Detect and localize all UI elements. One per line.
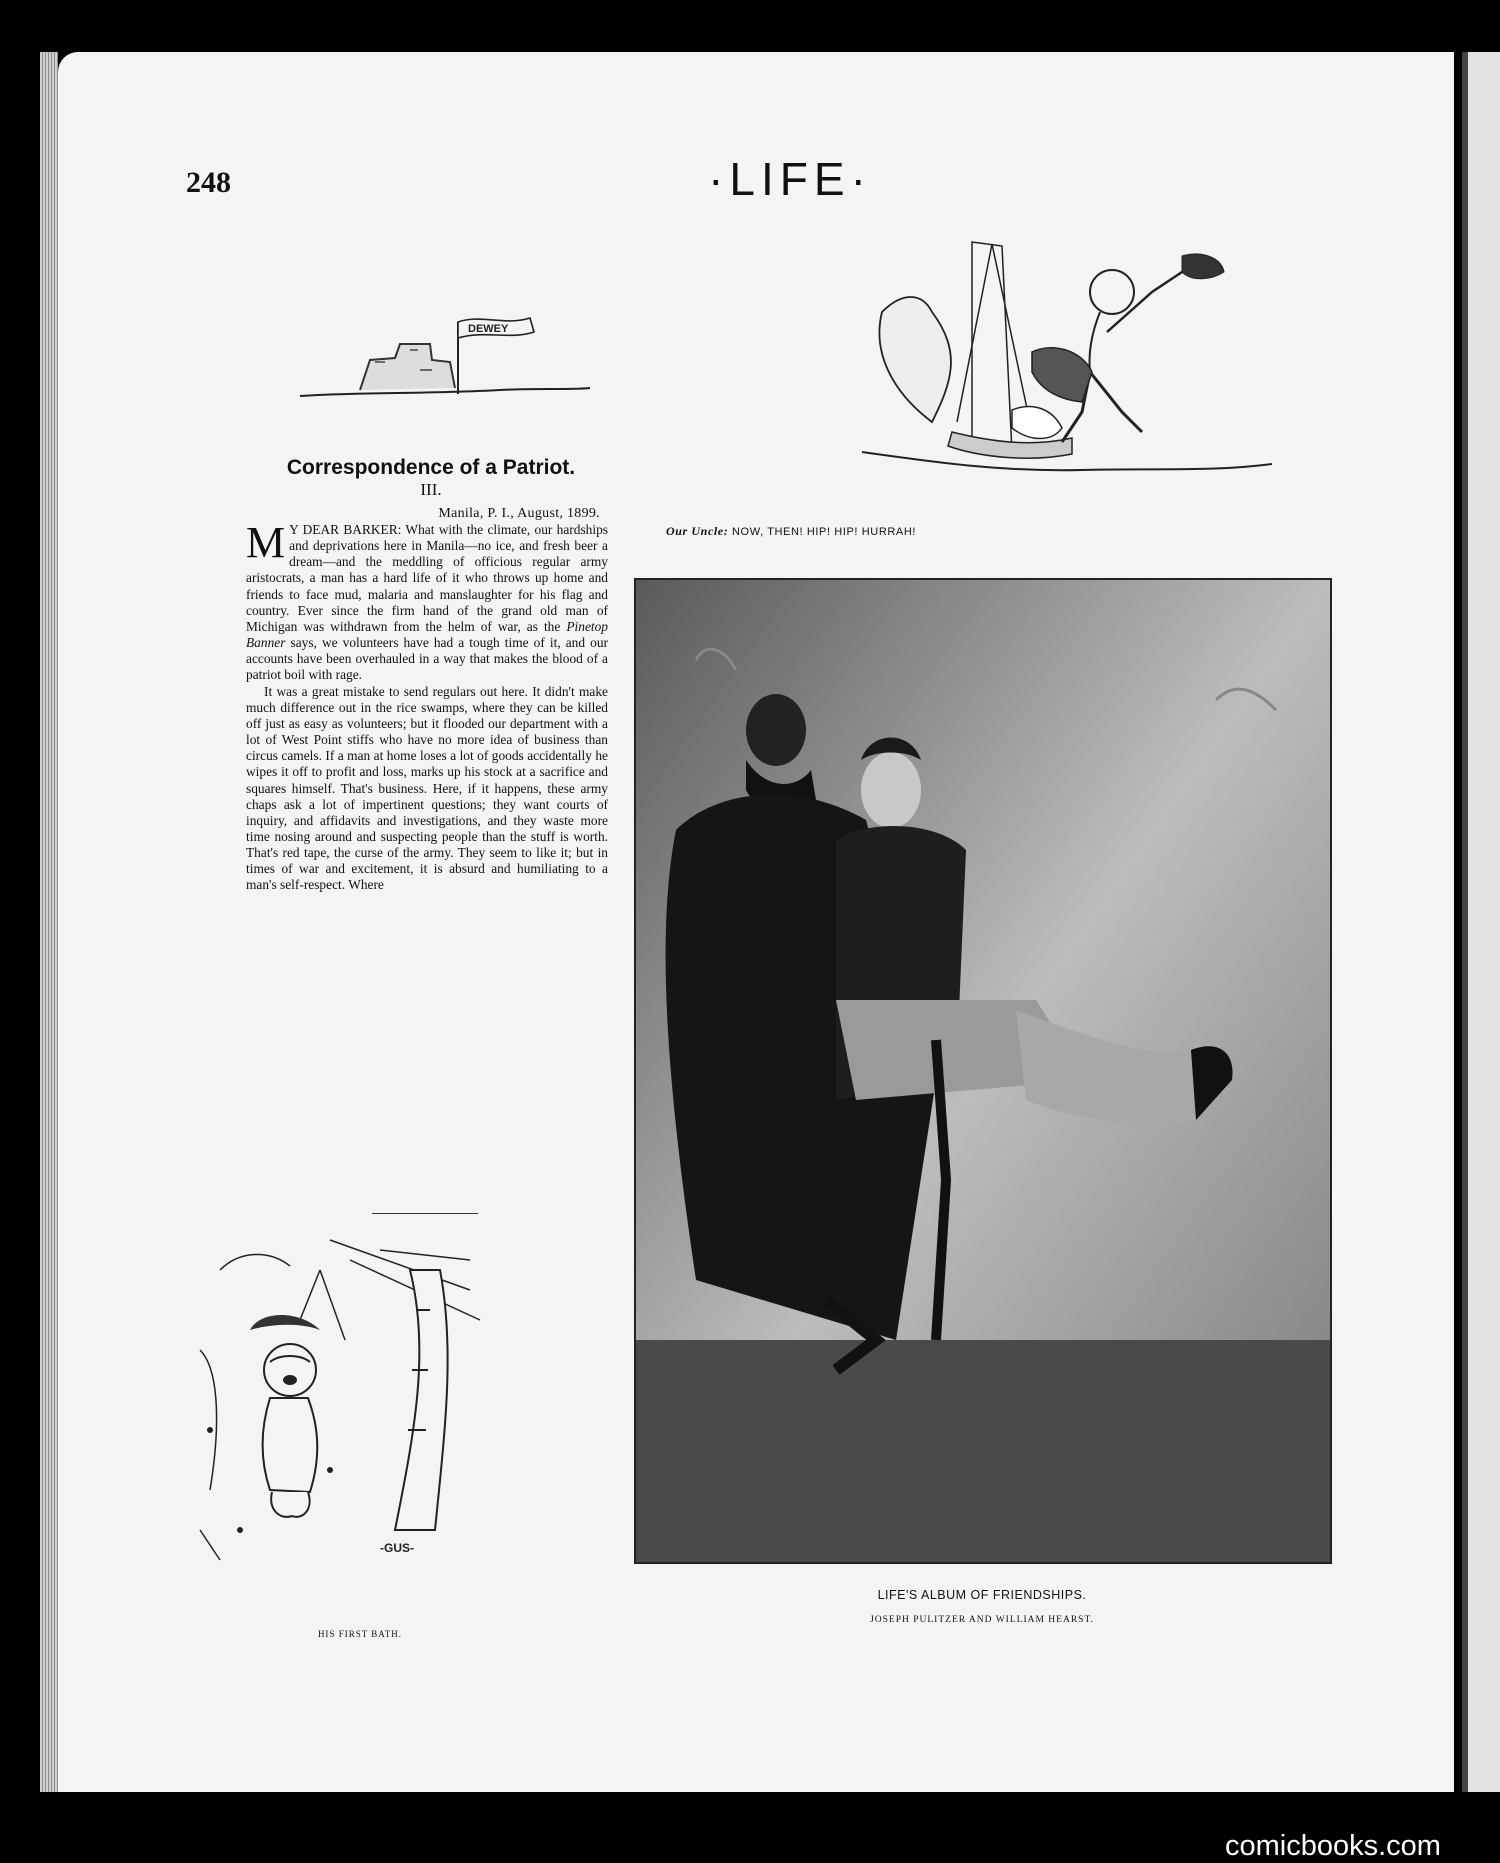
photo-subcaption: JOSEPH PULITZER AND WILLIAM HEARST. — [870, 1615, 1094, 1625]
page-number: 248 — [186, 166, 231, 199]
caption-text: NOW, THEN! HIP! HIP! HURRAH! — [732, 526, 917, 538]
drop-cap: M — [246, 518, 286, 567]
column-divider-rule — [372, 1213, 478, 1214]
his-first-bath-illustration — [180, 1230, 490, 1610]
site-watermark: comicbooks.com — [1225, 1830, 1441, 1862]
dewey-fort-illustration — [300, 300, 600, 410]
paragraph-1-italic: Pinetop Banner — [246, 618, 608, 651]
photo-caption: LIFE'S ALBUM OF FRIENDSHIPS. — [877, 1588, 1087, 1602]
article-title: Correspondence of a Patriot. — [286, 456, 576, 479]
article-body — [246, 518, 608, 894]
dewey-banner-text: DEWEY — [468, 323, 509, 335]
article-paragraph-2: It was a great mistake to send regulars out here. It didn't make much difference out in the rice swamps, where they can be killed off just as easy as volunteers; but it flooded our department with a lot of West Point stiffs who have no more idea of business than circus camels. If a man at home loses a lot of goods accidentally he wipes it off to profit and loss, marks up his stock at a sacrifice and squares himself. That's business. Here, if it happens, these army chaps ask a lot of impertinent questions; they want courts of inquiry, and affidavits and investigations, and they waste more time nosing around and suspecting people than the stuff is worth. That's red tape, the curse of the army. They seem to like it; but in times of war and excitement, it is absurd and humiliating to a man's self-respect. Where — [246, 683, 608, 893]
friendship-photograph — [634, 578, 1332, 1564]
masthead-title: ·LIFE· — [708, 153, 872, 205]
paragraph-1-lead: Y DEAR BARKER: What with the climate, our hardships and deprivations here in Manila—no ice, and fresh beer a dream—and the meddling of officious regular army aristocrats, a man has a hard life of it who throws up home and friends to face mud, malaria and manslaughter for his flag and country. Ever since the firm hand of the grand old man of Michigan was withdrawn from the helm of war, as the — [246, 522, 608, 634]
bath-cartoon-caption: HIS FIRST BATH. — [317, 1629, 403, 1639]
article-part-number: III. — [420, 480, 442, 499]
facing-page-edge — [1462, 52, 1500, 1792]
photograph-image — [636, 580, 1330, 1562]
article-dateline: Manila, P. I., August, 1899. — [438, 506, 600, 521]
article-paragraph-1 — [246, 518, 608, 684]
top-cartoon-caption — [666, 524, 916, 539]
caption-speaker: Our Uncle: — [666, 524, 729, 538]
artist-signature: -GUS- — [380, 1541, 414, 1555]
book-page-edges — [40, 52, 58, 1792]
uncle-sam-cartoon-illustration — [852, 232, 1282, 532]
paragraph-1-tail: says, we volunteers have had a tough time of it, and our accounts have been overhauled in a way that makes the blood of a patriot boil with rage. — [246, 635, 608, 683]
